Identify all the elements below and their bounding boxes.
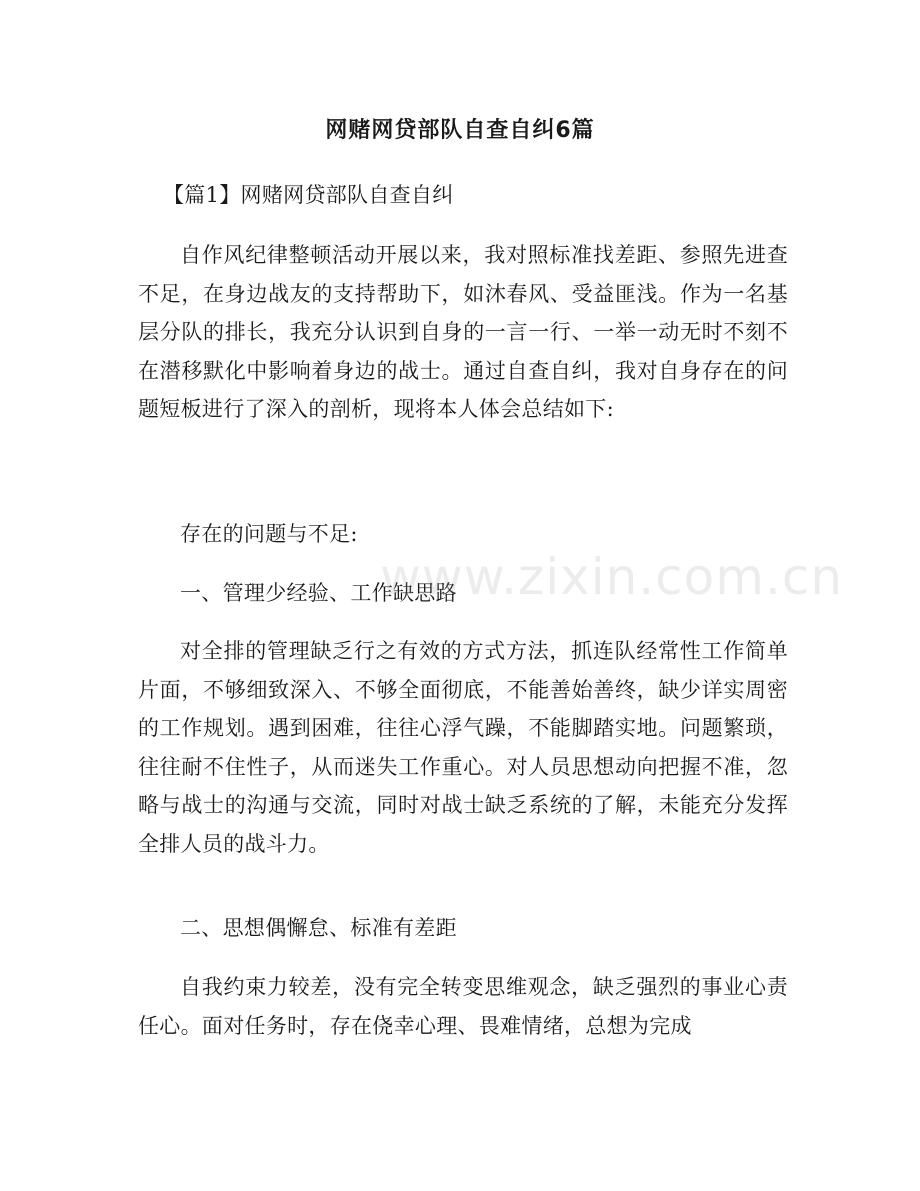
item1-paragraph: 对全排的管理缺乏行之有效的方式方法，抓连队经常性工作简单片面，不够细致深入、不够全面彻底，不能善始善终，缺少详实周密的工作规划。遇到困难，往往心浮气躁，不能脚踏实地。问题繁琐，往往耐不住性子，从而迷失工作重心。对人员思想动向把握不准，忽略与战士的沟通与交流，同时对战士缺乏系统的了解，未能充分发挥全排人员的战斗力。	[138, 639, 788, 856]
item2-paragraph-block	[138, 968, 788, 1045]
item2-paragraph: 自我约束力较差，没有完全转变思维观念，缺乏强烈的事业心责任心。面对任务时，存在侥幸心理、畏难情绪，总想为完成	[138, 975, 788, 1038]
section-heading-block	[138, 176, 788, 215]
section-heading: 【篇1】网赌网贷部队自查自纠	[163, 183, 454, 207]
item1-heading: 一、管理少经验、工作缺思路	[180, 581, 457, 605]
problems-heading: 存在的问题与不足:	[180, 522, 358, 546]
document-title: 网赌网贷部队自查自纠6篇	[325, 118, 595, 143]
watermark-text: www.zixin.com.cn	[380, 548, 844, 606]
item2-heading: 二、思想偶懈怠、标准有差距	[180, 916, 457, 940]
item1-heading-block	[138, 574, 788, 613]
intro-paragraph-block	[138, 236, 788, 429]
intro-paragraph: 自作风纪律整顿活动开展以来，我对照标准找差距、参照先进查不足，在身边战友的支持帮助下，如沐春风、受益匪浅。作为一名基层分队的排长，我充分认识到自身的一言一行、一举一动无时不刻不在潜移默化中影响着身边的战士。通过自查自纠，我对自身存在的问题短板进行了深入的剖析，现将本人体会总结如下:	[138, 243, 788, 421]
problems-heading-block	[138, 515, 788, 554]
item2-heading-block	[138, 909, 788, 948]
item1-paragraph-block	[138, 632, 788, 863]
